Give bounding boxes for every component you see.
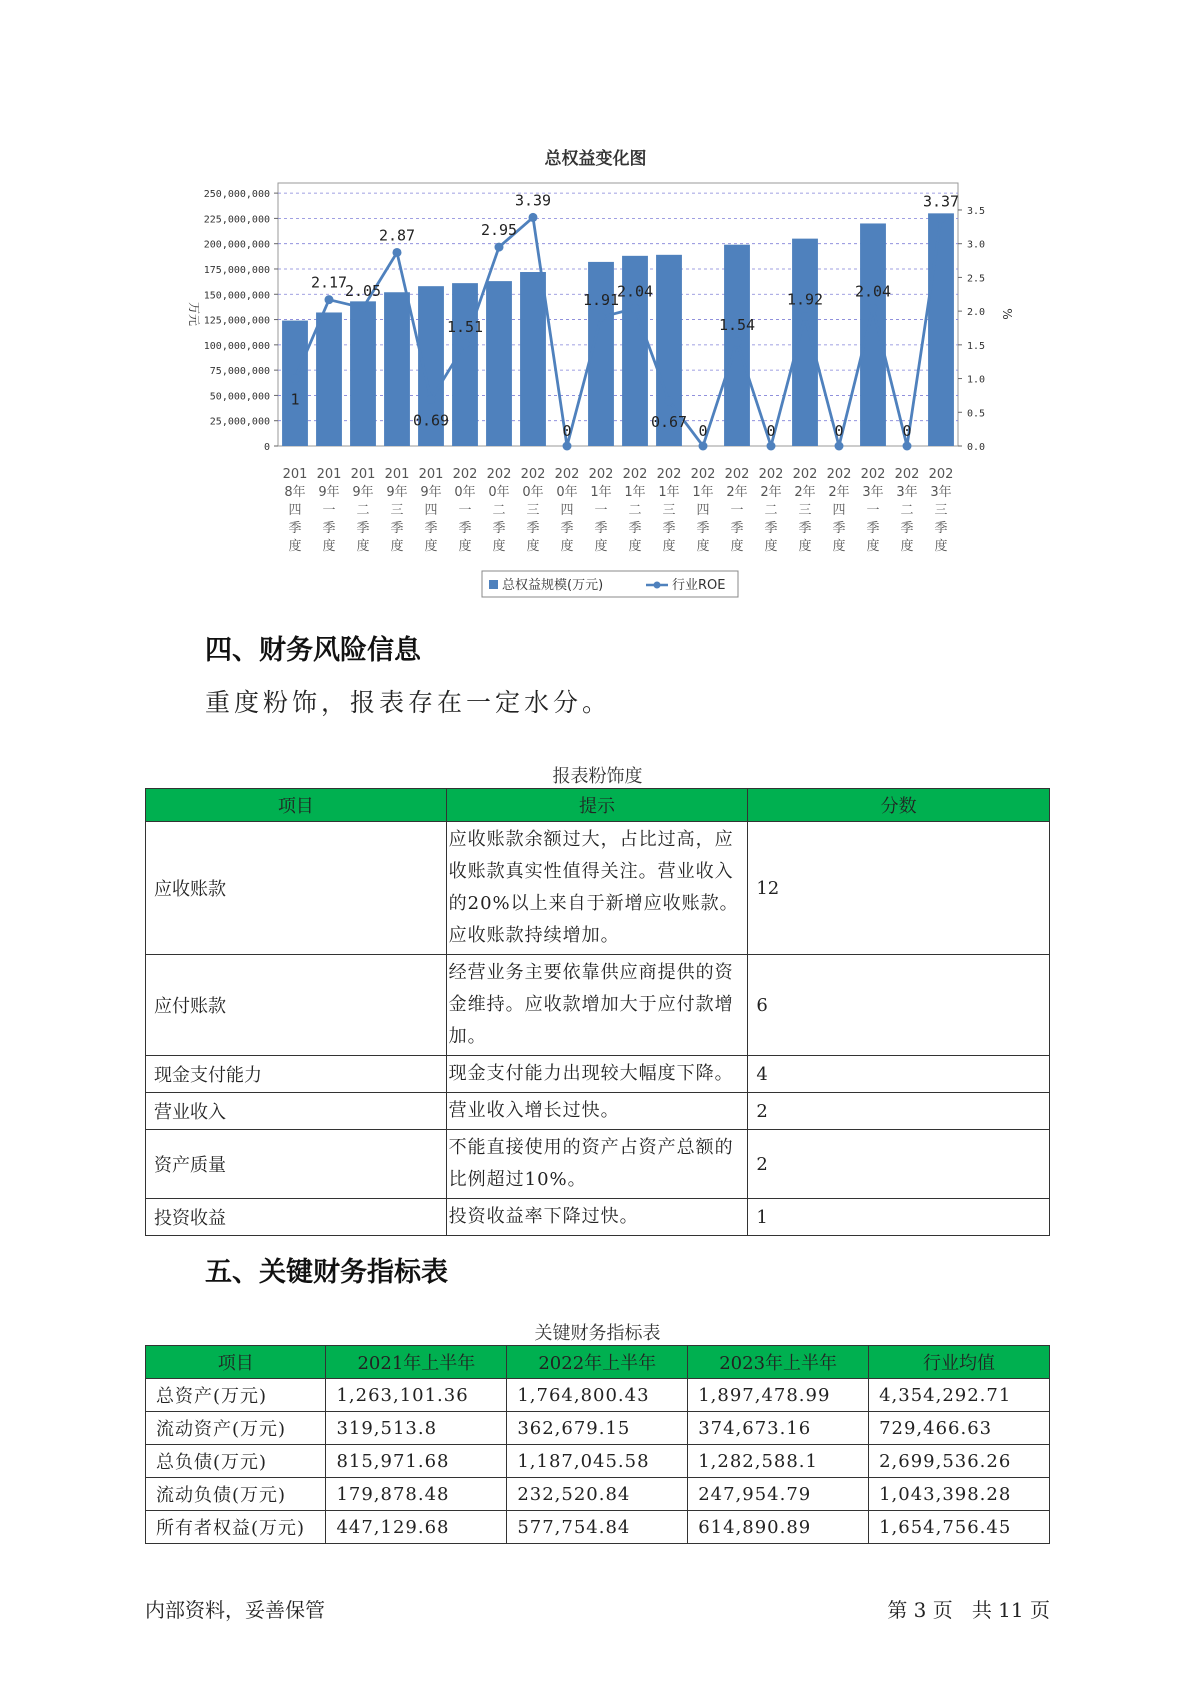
cell-industry-avg: 1,043,398.28 [869,1478,1050,1511]
legend-bar-label: 总权益规模(万元) [502,578,604,593]
x-tick-label: 季 [866,521,880,536]
roe-data-label: 0 [698,422,708,440]
x-tick-label: 四 [560,503,574,518]
row-tip: 投资收益率下降过快。 [446,1199,748,1236]
header-tip: 提示 [446,789,748,822]
x-tick-label: 三 [662,503,676,518]
table-row [146,955,1050,1056]
x-tick-label: 202 [486,467,512,482]
y-tick-label: 100,000,000 [203,340,270,352]
x-tick-label: 9年 [386,485,408,500]
cell-2021h1: 179,878.48 [326,1478,507,1511]
x-tick-label: 二 [764,503,778,518]
bar [520,272,546,446]
roe-point [291,374,300,383]
x-tick-label: 季 [594,521,608,536]
x-tick-label: 9年 [420,485,442,500]
x-tick-label: 一 [322,503,336,518]
key-indicators-table [145,1345,1050,1544]
x-tick-label: 度 [798,539,812,554]
x-tick-label: 季 [662,521,676,536]
x-tick-label: 四 [424,503,438,518]
x-tick-label: 四 [696,503,710,518]
cell-industry-avg: 1,654,756.45 [869,1511,1050,1544]
bar [282,321,308,446]
roe-data-label: 0 [766,422,776,440]
x-tick-label: 三 [526,503,540,518]
x-tick-label: 201 [384,467,410,482]
x-tick-label: 201 [316,467,342,482]
x-tick-label: 202 [554,467,580,482]
roe-data-label: 2.95 [480,221,518,240]
table-row [146,1379,1050,1412]
x-tick-label: 3年 [896,485,918,500]
header-industry-avg: 行业均值 [869,1346,1050,1379]
table-row [146,1130,1050,1199]
roe-point [665,396,674,405]
x-tick-label: 度 [458,539,472,554]
x-tick-label: 9年 [318,485,340,500]
y-tick-label: 25,000,000 [209,416,270,428]
x-tick-label: 1年 [590,485,612,500]
roe-data-label: 3.39 [514,191,552,210]
y2-tick-label: 0.0 [967,442,986,453]
roe-point [767,442,776,451]
roe-data-label: 1.51 [446,318,484,337]
x-tick-label: 1年 [692,485,714,500]
roe-point [427,395,436,404]
footer-page-number: 第 3 页 共 11 页 [887,1598,1050,1622]
x-tick-label: 季 [526,521,540,536]
x-tick-label: 202 [758,467,784,482]
x-tick-label: 度 [764,539,778,554]
roe-data-label: 0.69 [412,411,450,430]
header-2021h1: 2021年上半年 [326,1346,507,1379]
y-tick-label: 0 [263,442,270,453]
table-header-row [146,1346,1050,1379]
row-tip: 不能直接使用的资产占资产总额的比例超过10%。 [446,1130,748,1199]
roe-point [359,303,368,312]
x-tick-label: 0年 [522,485,544,500]
x-tick-label: 3年 [930,485,952,500]
key-indicators-table-caption: 关键财务指标表 [534,1323,661,1344]
x-tick-label: 度 [288,539,302,554]
whitewash-table [145,788,1050,1236]
roe-data-label: 2.04 [854,282,892,301]
bar [316,312,342,446]
roe-data-label: 2.17 [310,273,348,292]
cell-2022h1: 362,679.15 [507,1412,688,1445]
x-tick-label: 季 [288,521,302,536]
row-item: 应收账款 [146,822,447,955]
legend-line-marker [654,582,661,589]
roe-data-label: 0 [834,422,844,440]
y-tick-label: 75,000,000 [209,366,270,378]
cell-2021h1: 447,129.68 [326,1511,507,1544]
table-header-row [146,789,1050,822]
x-tick-label: 度 [730,539,744,554]
y-axis-label: 万元 [187,301,201,327]
x-tick-label: 季 [560,521,574,536]
x-tick-label: 度 [390,539,404,554]
bar [384,292,410,446]
row-item: 所有者权益(万元) [146,1511,326,1544]
roe-point [461,340,470,349]
roe-point [563,442,572,451]
row-score: 4 [748,1056,1050,1093]
roe-data-label: 1.54 [718,316,756,335]
row-score: 12 [748,822,1050,955]
bar [486,281,512,446]
y2-tick-label: 0.5 [967,408,986,420]
table-row [146,1412,1050,1445]
x-tick-label: 2年 [828,485,850,500]
roe-data-label: 1 [290,390,300,409]
x-tick-label: 季 [934,521,948,536]
y-tick-label: 225,000,000 [203,214,270,226]
x-tick-label: 季 [900,521,914,536]
header-2022h1: 2022年上半年 [507,1346,688,1379]
x-tick-label: 度 [560,539,574,554]
roe-data-label: 1.91 [582,291,620,310]
cell-industry-avg: 4,354,292.71 [869,1379,1050,1412]
x-tick-label: 二 [628,503,642,518]
x-tick-label: 一 [730,503,744,518]
x-tick-label: 202 [656,467,682,482]
table-row [146,1445,1050,1478]
section-4-heading: 四、财务风险信息 [205,635,421,666]
cell-2022h1: 232,520.84 [507,1478,688,1511]
roe-point [495,243,504,252]
cell-2021h1: 319,513.8 [326,1412,507,1445]
roe-data-label: 0.67 [650,412,688,431]
x-tick-label: 1年 [624,485,646,500]
section-5-heading: 五、关键财务指标表 [205,1257,448,1288]
row-item: 流动负债(万元) [146,1478,326,1511]
cell-industry-avg: 729,466.63 [869,1412,1050,1445]
x-tick-label: 202 [690,467,716,482]
row-item: 流动资产(万元) [146,1412,326,1445]
roe-data-label: 1.92 [786,290,824,309]
x-tick-label: 202 [622,467,648,482]
roe-point [801,312,810,321]
roe-data-label: 2.04 [616,282,654,301]
x-tick-label: 季 [322,521,336,536]
x-tick-label: 二 [492,503,506,518]
table-row [146,1093,1050,1130]
x-tick-label: 季 [730,521,744,536]
row-item: 总负债(万元) [146,1445,326,1478]
roe-point [529,213,538,222]
y-tick-label: 175,000,000 [203,264,270,276]
x-tick-label: 0年 [488,485,510,500]
footer-confidential: 内部资料，妥善保管 [145,1598,325,1622]
row-score: 2 [748,1130,1050,1199]
x-tick-label: 一 [458,503,472,518]
x-tick-label: 季 [798,521,812,536]
x-tick-label: 度 [696,539,710,554]
x-tick-label: 度 [662,539,676,554]
y-tick-label: 250,000,000 [203,189,270,201]
row-tip: 应收账款余额过大，占比过高，应收账款真实性值得关注。营业收入的20%以上来自于新增应收账款。应收账款持续增加。 [446,822,748,955]
x-tick-label: 二 [356,503,370,518]
cell-industry-avg: 2,699,536.26 [869,1445,1050,1478]
row-score: 1 [748,1199,1050,1236]
bar [860,223,886,446]
table-row [146,1199,1050,1236]
roe-point [903,442,912,451]
x-tick-label: 二 [900,503,914,518]
y2-tick-label: 3.5 [967,205,986,217]
row-tip: 营业收入增长过快。 [446,1093,748,1130]
table-row [146,1511,1050,1544]
header-score: 分数 [748,789,1050,822]
x-tick-label: 202 [894,467,920,482]
y-tick-label: 125,000,000 [203,315,270,327]
x-tick-label: 2年 [760,485,782,500]
x-tick-label: 度 [526,539,540,554]
row-item: 现金支付能力 [146,1056,447,1093]
roe-point [699,442,708,451]
x-tick-label: 202 [928,467,954,482]
x-tick-label: 1年 [658,485,680,500]
roe-point [393,248,402,257]
x-tick-label: 202 [826,467,852,482]
header-2023h1: 2023年上半年 [688,1346,869,1379]
x-tick-label: 季 [458,521,472,536]
x-tick-label: 202 [520,467,546,482]
x-tick-label: 2年 [794,485,816,500]
cell-2021h1: 815,971.68 [326,1445,507,1478]
cell-2022h1: 1,764,800.43 [507,1379,688,1412]
bar [792,239,818,446]
cell-2022h1: 1,187,045.58 [507,1445,688,1478]
y2-tick-label: 2.5 [967,273,986,285]
row-score: 6 [748,955,1050,1056]
x-tick-label: 201 [418,467,444,482]
x-tick-label: 季 [424,521,438,536]
x-tick-label: 四 [832,503,846,518]
roe-point [631,304,640,313]
x-tick-label: 0年 [454,485,476,500]
x-tick-label: 季 [390,521,404,536]
roe-point [325,295,334,304]
roe-data-label: 3.37 [922,192,960,211]
x-tick-label: 三 [934,503,948,518]
roe-point [835,442,844,451]
x-tick-label: 季 [696,521,710,536]
y2-tick-label: 1.0 [967,374,986,386]
y-tick-label: 200,000,000 [203,239,270,251]
x-tick-label: 0年 [556,485,578,500]
x-tick-label: 一 [594,503,608,518]
x-tick-label: 季 [356,521,370,536]
y-tick-label: 50,000,000 [209,391,270,403]
roe-point [869,304,878,313]
roe-data-label: 2.87 [378,226,416,245]
row-item: 投资收益 [146,1199,447,1236]
row-item: 应付账款 [146,955,447,1056]
roe-data-label: 0 [902,422,912,440]
bar [928,213,954,446]
x-tick-label: 度 [594,539,608,554]
cell-2021h1: 1,263,101.36 [326,1379,507,1412]
x-tick-label: 3年 [862,485,884,500]
legend-bar-swatch [489,580,498,589]
x-tick-label: 度 [934,539,948,554]
cell-2022h1: 577,754.84 [507,1511,688,1544]
x-tick-label: 201 [350,467,376,482]
row-score: 2 [748,1093,1050,1130]
bar [452,283,478,446]
x-tick-label: 一 [866,503,880,518]
row-tip: 经营业务主要依靠供应商提供的资金维持。应收款增加大于应付款增加。 [446,955,748,1056]
risk-summary: 重度粉饰，报表存在一定水分。 [205,688,612,717]
table-row [146,1056,1050,1093]
x-tick-label: 202 [860,467,886,482]
y2-tick-label: 1.5 [967,340,986,352]
x-tick-label: 度 [492,539,506,554]
cell-2023h1: 374,673.16 [688,1412,869,1445]
y2-tick-label: 3.0 [967,239,986,251]
row-item: 营业收入 [146,1093,447,1130]
x-tick-label: 202 [792,467,818,482]
x-tick-label: 8年 [284,485,306,500]
row-item: 资产质量 [146,1130,447,1199]
x-tick-label: 三 [798,503,812,518]
x-tick-label: 度 [832,539,846,554]
x-tick-label: 四 [288,503,302,518]
x-tick-label: 季 [764,521,778,536]
x-tick-label: 季 [832,521,846,536]
roe-data-label: 0 [562,422,572,440]
cell-2023h1: 1,282,588.1 [688,1445,869,1478]
x-tick-label: 三 [390,503,404,518]
cell-2023h1: 614,890.89 [688,1511,869,1544]
roe-point [733,338,742,347]
header-item: 项目 [146,789,447,822]
x-tick-label: 度 [866,539,880,554]
row-item: 总资产(万元) [146,1379,326,1412]
x-tick-label: 2年 [726,485,748,500]
y-tick-label: 150,000,000 [203,290,270,302]
x-tick-label: 202 [724,467,750,482]
legend-line-label: 行业ROE [672,578,726,593]
roe-data-label: 2.05 [344,281,382,300]
row-tip: 现金支付能力出现较大幅度下降。 [446,1056,748,1093]
x-tick-label: 202 [588,467,614,482]
whitewash-table-caption: 报表粉饰度 [552,766,643,787]
cell-2023h1: 247,954.79 [688,1478,869,1511]
y2-axis-label: % [1000,308,1014,320]
x-tick-label: 度 [900,539,914,554]
x-tick-label: 9年 [352,485,374,500]
equity-chart [0,0,1191,600]
x-tick-label: 201 [282,467,308,482]
x-tick-label: 季 [492,521,506,536]
x-tick-label: 度 [356,539,370,554]
plot-area [278,183,958,446]
x-tick-label: 202 [452,467,478,482]
table-row [146,822,1050,955]
x-tick-label: 度 [628,539,642,554]
chart-title: 总权益变化图 [544,149,647,169]
table-row [146,1478,1050,1511]
header-item: 项目 [146,1346,326,1379]
cell-2023h1: 1,897,478.99 [688,1379,869,1412]
x-tick-label: 度 [322,539,336,554]
roe-point [937,214,946,223]
x-tick-label: 度 [424,539,438,554]
bar [350,301,376,446]
y2-tick-label: 2.0 [967,307,986,319]
x-tick-label: 季 [628,521,642,536]
roe-point [597,313,606,322]
